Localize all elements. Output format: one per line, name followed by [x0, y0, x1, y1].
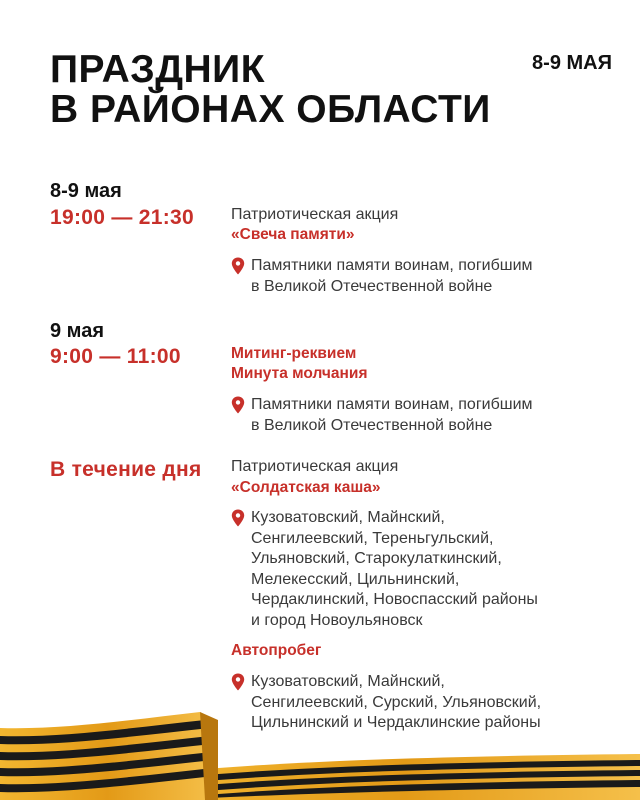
location-line: Сенгилеевский, Тереньгульский, — [251, 529, 494, 547]
location-line: Сенгилеевский, Сурский, Ульяновский, — [251, 693, 542, 711]
event-time: В течение дня — [50, 458, 202, 481]
location-line: Мелекесский, Цильнинский, — [251, 570, 460, 588]
st-george-ribbon — [0, 690, 640, 800]
location-line: и город Новоульяновск — [251, 611, 423, 629]
map-pin-icon — [231, 396, 245, 414]
location-line: в Великой Отечественной войне — [251, 277, 493, 295]
event-name — [231, 344, 368, 384]
event-name-line: Минута молчания — [231, 365, 368, 382]
map-pin-icon — [231, 257, 245, 275]
location-line: Ульяновский, Старокулаткинский, — [251, 550, 502, 567]
location-line: Памятники памяти воинам, погибшим — [251, 257, 533, 274]
location-line: в Великой Отечественной войне — [251, 416, 493, 434]
event-location — [231, 508, 538, 631]
event-name: «Солдатская каша» — [231, 479, 381, 496]
page-title — [50, 50, 491, 130]
event-location — [231, 395, 533, 436]
event-name-line: Митинг-реквием — [231, 345, 357, 362]
location-line: Памятники памяти воинам, погибшим — [251, 396, 533, 413]
event-date: 8-9 мая — [50, 180, 122, 202]
map-pin-icon — [231, 673, 245, 691]
date-badge: 8-9 МАЯ — [532, 52, 612, 74]
location-line: Кузоватовский, Майнский, — [251, 509, 445, 526]
location-line: Чердаклинский, Новоспасский районы — [251, 591, 538, 608]
event-location — [231, 256, 533, 297]
event-type-label: Патриотическая акция — [231, 458, 399, 475]
event-time: 19:00 — 21:30 — [50, 206, 194, 229]
location-line: Цильнинский и Чердаклинские районы — [251, 714, 541, 731]
event-time: 9:00 — 11:00 — [50, 345, 181, 368]
event-name: Автопробег — [231, 642, 322, 659]
event-type-label: Патриотическая акция — [231, 206, 399, 223]
event-name: «Свеча памяти» — [231, 226, 355, 243]
location-line: Кузоватовский, Майнский, — [251, 673, 445, 690]
title-line-2: В РАЙОНАХ ОБЛАСТИ — [50, 88, 491, 131]
title-line-1: ПРАЗДНИК — [50, 48, 265, 91]
event-date: 9 мая — [50, 320, 105, 342]
map-pin-icon — [231, 509, 245, 527]
